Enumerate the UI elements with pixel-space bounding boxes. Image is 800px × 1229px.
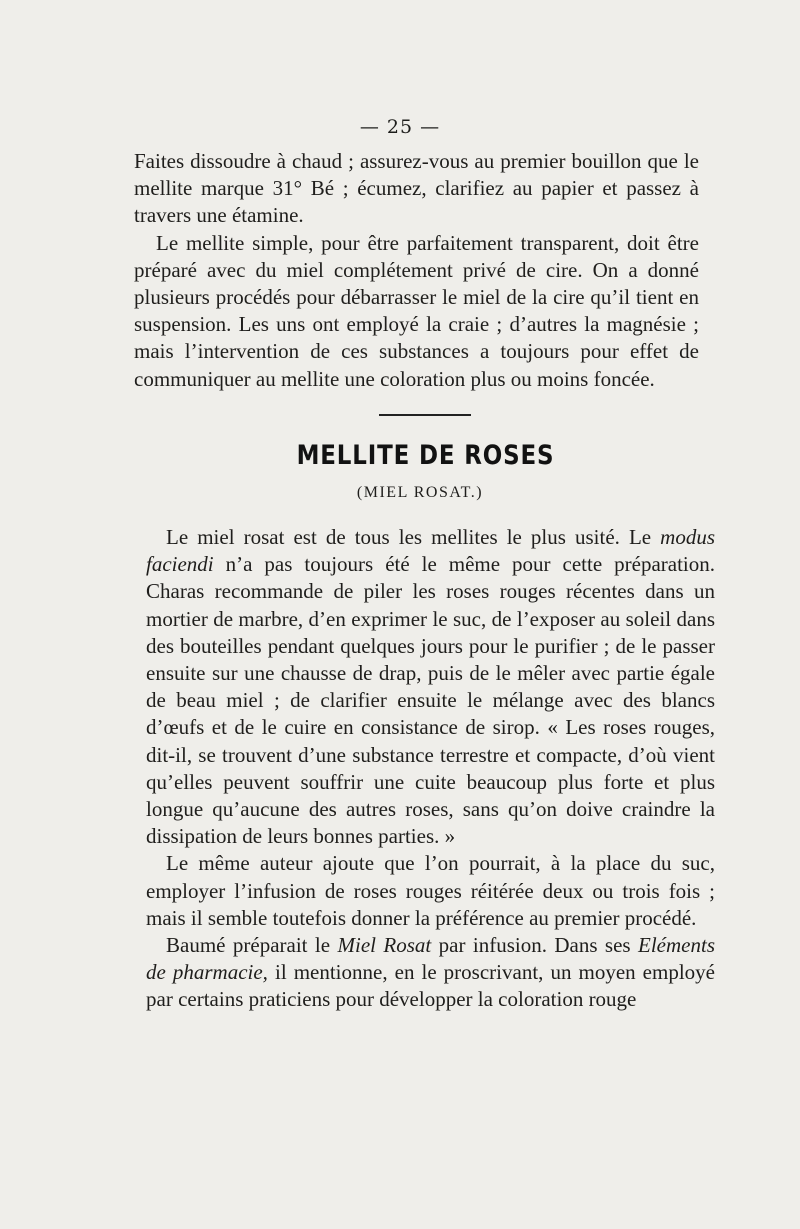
p3-text-c: par infusion. Dans ses <box>431 933 639 958</box>
paragraph-meme-auteur: Le même auteur ajoute que l’on pourrait, à la place du suc, employer l’infusion de roses rouges réitérée deux ou trois fois ; mais il semble toutefois donner la préférence au premier procédé. <box>146 851 715 930</box>
p3-italic-miel-rosat: Miel Rosat <box>337 933 432 958</box>
section-title: MELLITE DE ROSES <box>296 440 555 471</box>
paragraph-dissolution: Faites dissoudre à chaud ; assurez-vous au premier bouillon que le mellite marque 31° Bé ; écumez, clarifiez au papier et passez à travers une étamine. <box>134 149 699 228</box>
paragraph-miel-rosat <box>146 524 715 850</box>
section-subtitle: (MIEL ROSAT.) <box>356 484 484 501</box>
p1-text-c: n’a pas toujours été le même pour cette préparation. Charas recommande de piler les roses rouges récentes dans un mortier de marbre, d’en exprimer le suc, de l’exposer au soleil dans des bouteilles pendant quelques jours pour le purifier ; de le passer ensuite sur une chausse de drap, puis de le mêler avec partie égale de beau miel ; de clarifier ensuite le mélange avec des blancs d’œufs et de le cuire en consistance de sirop. « Les roses rouges, dit-il, se trouvent d’une substance terrestre et compacte, d’où vient qu’elles peuvent souffrir une cuite beaucoup plus forte et plus longue qu’aucune des autres roses, sans qu’on doive craindre la dissipation de leurs bonnes parties. » <box>146 552 715 849</box>
p1-text-a: Le miel rosat est de tous les mellites le plus usité. Le <box>166 525 661 549</box>
top-text-block <box>134 148 699 393</box>
p3-text-a: Baumé préparait le <box>166 933 338 958</box>
p3-italic-elements: Eléments de pharmacie, <box>146 933 715 985</box>
p3-text-e: il mentionne, en le proscrivant, un moyen employé par certains praticiens pour développer la coloration rouge <box>146 960 715 1012</box>
section-separator <box>379 414 471 416</box>
paragraph-baume <box>146 932 715 1014</box>
bottom-text-block <box>146 524 715 1014</box>
page-number: — 25 — <box>359 116 441 138</box>
paragraph-mellite-simple: Le mellite simple, pour être parfaitement transparent, doit être préparé avec du miel complétement privé de cire. On a donné plusieurs procédés pour débarrasser le miel de la cire qu’il tient en suspension. Les uns ont employé la craie ; d’autres la magnésie ; mais l’intervention de ces substances a toujours pour effet de communiquer au mellite une coloration plus ou moins foncée. <box>134 230 699 391</box>
p1-italic-modus-faciendi: modus faciendi <box>146 525 715 577</box>
